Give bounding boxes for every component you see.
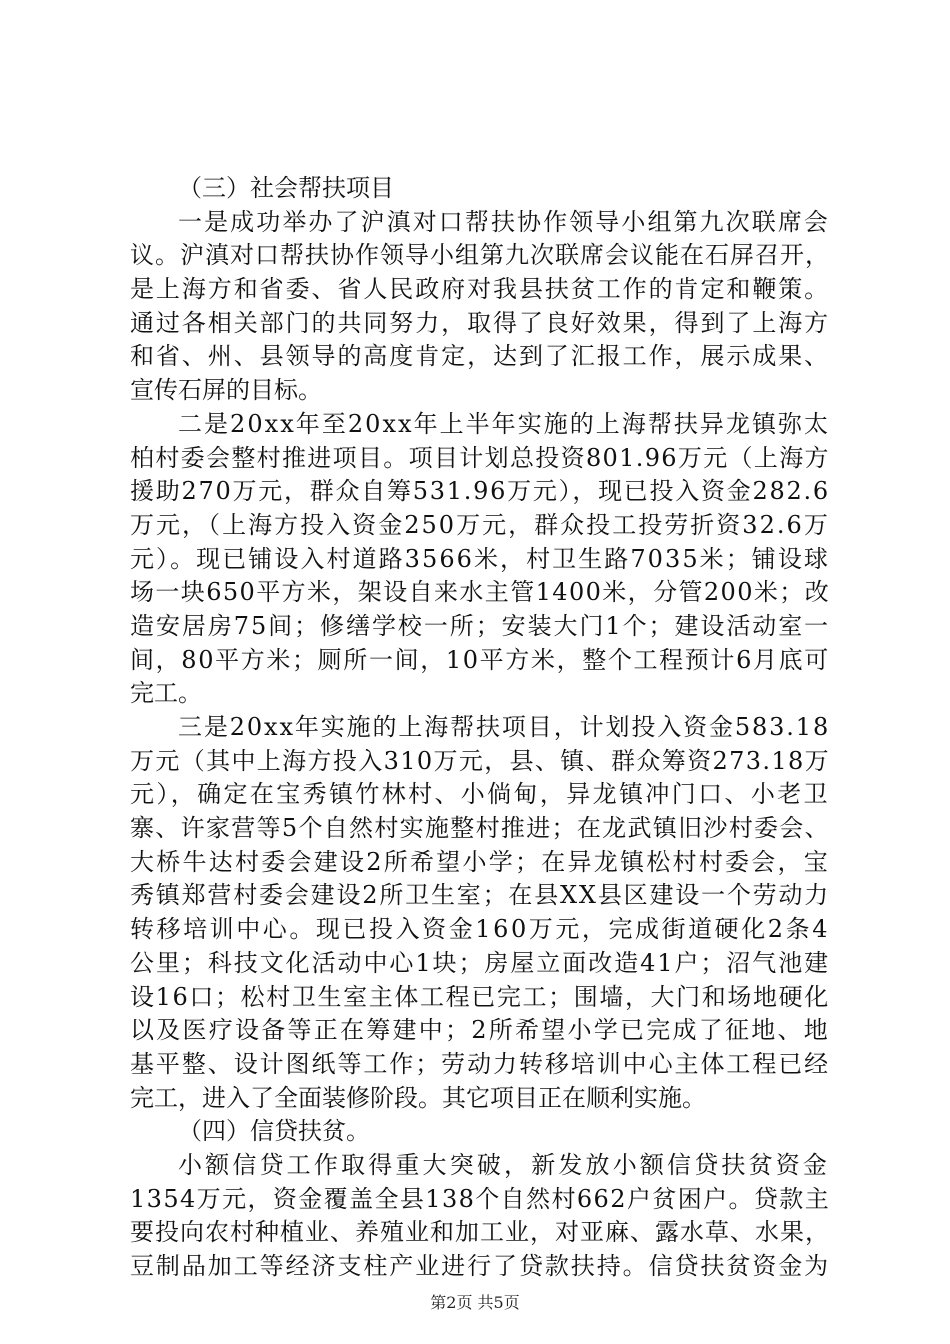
text-line: 元），确定在宝秀镇竹林村、小倘甸，异龙镇冲门口、小老卫 [130, 780, 830, 809]
text-line: 基平整、设计图纸等工作；劳动力转移培训中心主体工程已经 [130, 1049, 831, 1078]
text-line: 转移培训中心。现已投入资金160万元，完成街道硬化2条4 [130, 915, 831, 944]
text-line: 寨、许家营等5个自然村实施整村推进；在龙武镇旧沙村委会、 [130, 814, 830, 843]
text-line: 以及医疗设备等正在筹建中；2所希望小学已完成了征地、地 [130, 1016, 831, 1045]
text-line: 完工，进入了全面装修阶段。其它项目正在顺利实施。 [130, 1083, 706, 1112]
text-line: 是上海方和省委、省人民政府对我县扶贫工作的肯定和鞭策。 [130, 275, 831, 304]
text-line: （四）信贷扶贫。 [178, 1117, 370, 1146]
text-line: 万元，（上海方投入资金250万元，群众投工投劳折资32.6万 [130, 510, 830, 539]
text-line: 间，80平方米；厕所一间，10平方米，整个工程预计6月底可 [130, 645, 830, 674]
text-line: 三是20xx年实施的上海帮扶项目，计划投入资金583.18 [178, 713, 831, 741]
text-line: 通过各相关部门的共同努力，取得了良好效果，得到了上海方 [130, 308, 831, 337]
text-line: 造安居房75间；修缮学校一所；安装大门1个；建设活动室一 [130, 611, 831, 640]
text-line: 1354万元，资金覆盖全县138个自然村662户贫困户。贷款主 [130, 1184, 831, 1213]
text-line: 公里；科技文化活动中心1块；房屋立面改造41户；沼气池建 [130, 948, 831, 977]
document-body [130, 172, 830, 1284]
text-line: 设16口；松村卫生室主体工程已完工；围墙，大门和场地硬化 [130, 982, 830, 1011]
text-line: 小额信贷工作取得重大突破，新发放小额信贷扶贫资金 [178, 1150, 831, 1179]
text-line: 援助270万元，群众自筹531.96万元），现已投入资金282.6 [130, 477, 830, 506]
text-line: 柏村委会整村推进项目。项目计划总投资801.96万元（上海方 [130, 443, 830, 472]
text-line: 秀镇郑营村委会建设2所卫生室；在县XX县区建设一个劳动力 [130, 881, 831, 910]
text-line: 完工。 [130, 679, 202, 708]
text-line: 元）。现已铺设入村道路3566米，村卫生路7035米；铺设球 [130, 544, 830, 573]
text-line: 宣传石屏的目标。 [130, 376, 322, 405]
text-line: 场一块650平方米，架设自来水主管1400米，分管200米；改 [130, 578, 831, 607]
text-line: 要投向农村种植业、养殖业和加工业，对亚麻、露水草、水果， [130, 1218, 830, 1247]
text-line: 万元（其中上海方投入310万元，县、镇、群众筹资273.18万 [130, 746, 830, 775]
text-line: （三）社会帮扶项目 [178, 174, 394, 202]
page-footer: 第2页 共5页 [430, 1293, 520, 1312]
text-line: 豆制品加工等经济支柱产业进行了贷款扶持。信贷扶贫资金为 [130, 1252, 831, 1280]
text-line: 和省、州、县领导的高度肯定，达到了汇报工作，展示成果、 [130, 342, 831, 371]
text-line: 二是20xx年至20xx年上半年实施的上海帮扶异龙镇弥太 [178, 409, 831, 438]
text-line: 议。沪滇对口帮扶协作领导小组第九次联席会议能在石屏召开， [130, 241, 830, 270]
text-line: 一是成功举办了沪滇对口帮扶协作领导小组第九次联席会 [178, 207, 830, 236]
text-line: 大桥牛达村委会建设2所希望小学；在异龙镇松村村委会，宝 [130, 847, 831, 876]
